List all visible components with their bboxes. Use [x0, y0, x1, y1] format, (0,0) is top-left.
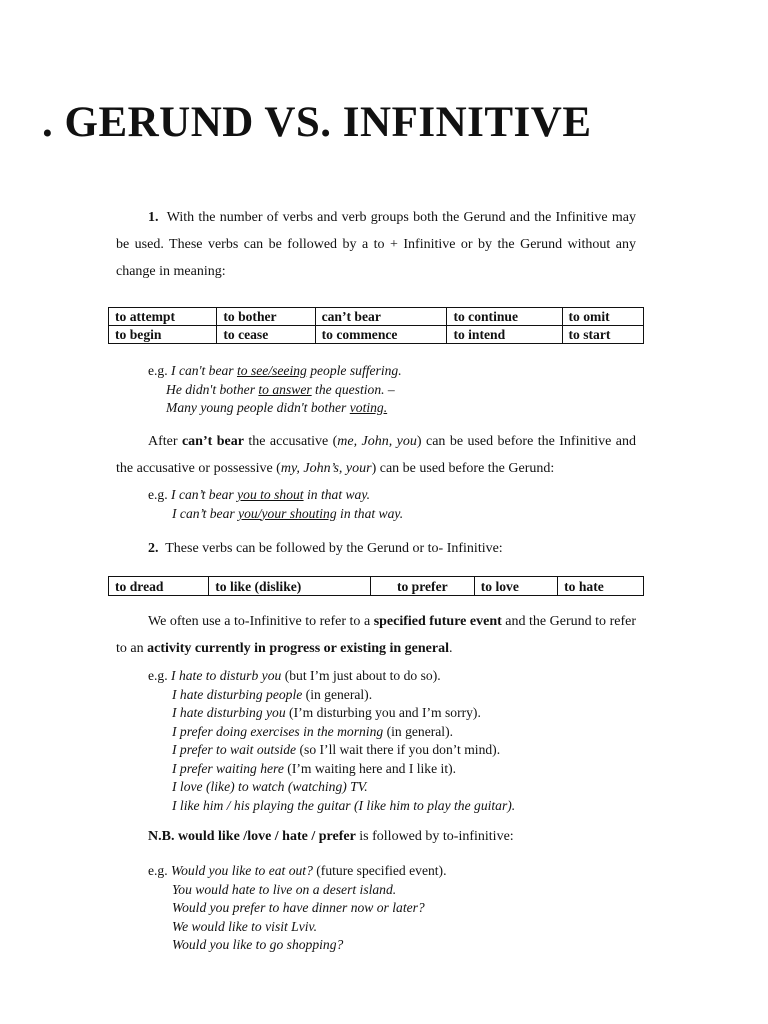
example-line: Would you like to go shopping? [172, 937, 344, 952]
future-event-paragraph: We often use a to-Infinitive to refer to a specified future event and the Gerund to refer to an activity currently in progress or existing in general. [116, 614, 636, 656]
example-line: e.g. Would you like to eat out? (future specified event). [148, 863, 447, 878]
example-line: We would like to visit Lviv. [172, 918, 317, 934]
section-2-paragraph [116, 535, 636, 562]
example-line: e.g. I hate to disturb you (but I’m just about to do so). [148, 668, 441, 683]
table-cell: to intend [447, 326, 562, 344]
section-1-text: With the number of verbs and verb groups both the Gerund and the Infinitive may be used. These verbs can be followed by a to + Infinitive or by the Gerund without any change in meaning: [116, 210, 636, 279]
verbs-table-1 [108, 307, 644, 344]
example-line: You would hate to live on a desert island. [172, 881, 397, 897]
table-cell: to hate [558, 577, 644, 596]
table-cell: to attempt [109, 308, 217, 326]
table-row [109, 326, 644, 344]
table-cell: to start [562, 326, 643, 344]
table-cell: to prefer [370, 577, 474, 596]
section-1-paragraph [116, 204, 636, 285]
page-title: . GERUND VS. INFINITIVE [42, 99, 592, 146]
table-cell: to dread [109, 577, 209, 596]
table-row [109, 308, 644, 326]
example-line: Many young people didn't bother voting. [166, 400, 388, 415]
section-2-text: These verbs can be followed by the Gerund or to- Infinitive: [165, 541, 503, 556]
examples-block-3 [148, 667, 515, 815]
table-cell: to begin [109, 326, 217, 344]
verbs-table-2 [108, 576, 644, 596]
examples-block-4 [148, 862, 446, 955]
example-line: Would you prefer to have dinner now or later? [172, 900, 425, 915]
section-1-number: 1. [148, 210, 159, 225]
example-line: I hate disturbing people (in general). [172, 686, 373, 702]
example-line: e.g. I can't bear to see/seeing people suffering. [148, 363, 402, 378]
table-cell: to like (dislike) [209, 577, 371, 596]
example-line: I prefer doing exercises in the morning (in general). [172, 723, 453, 739]
cant-bear-paragraph: After can’t bear the accusative (me, John, you) can be used before the Infinitive and the accusative or possessive (my, John’s, your) can be used before the Gerund: [116, 434, 636, 476]
table-cell: to cease [217, 326, 315, 344]
table-cell: to commence [315, 326, 447, 344]
table-cell: to omit [562, 308, 643, 326]
table-cell: can’t bear [315, 308, 447, 326]
table-cell: to continue [447, 308, 562, 326]
table-cell: to bother [217, 308, 315, 326]
examples-block-1 [148, 362, 402, 418]
example-line: I like him / his playing the guitar (I like him to play the guitar). [172, 797, 516, 813]
table-row [109, 577, 644, 596]
example-line: e.g. I can’t bear you to shout in that way. [148, 487, 371, 502]
example-line: I prefer to wait outside (so I’ll wait there if you don’t mind). [172, 742, 501, 757]
example-line: He didn't bother to answer the question. – [166, 381, 395, 397]
example-line: I love (like) to watch (watching) TV. [172, 779, 368, 794]
examples-block-2 [148, 486, 403, 523]
section-2-number: 2. [148, 541, 159, 556]
example-line: I prefer waiting here (I’m waiting here and I like it). [172, 760, 457, 776]
example-line: I hate disturbing you (I’m disturbing you and I’m sorry). [172, 705, 481, 720]
example-line: I can’t bear you/your shouting in that way. [172, 505, 404, 521]
table-cell: to love [474, 577, 557, 596]
nb-paragraph: N.B. would like /love / hate / prefer is followed by to-infinitive: [148, 829, 514, 844]
